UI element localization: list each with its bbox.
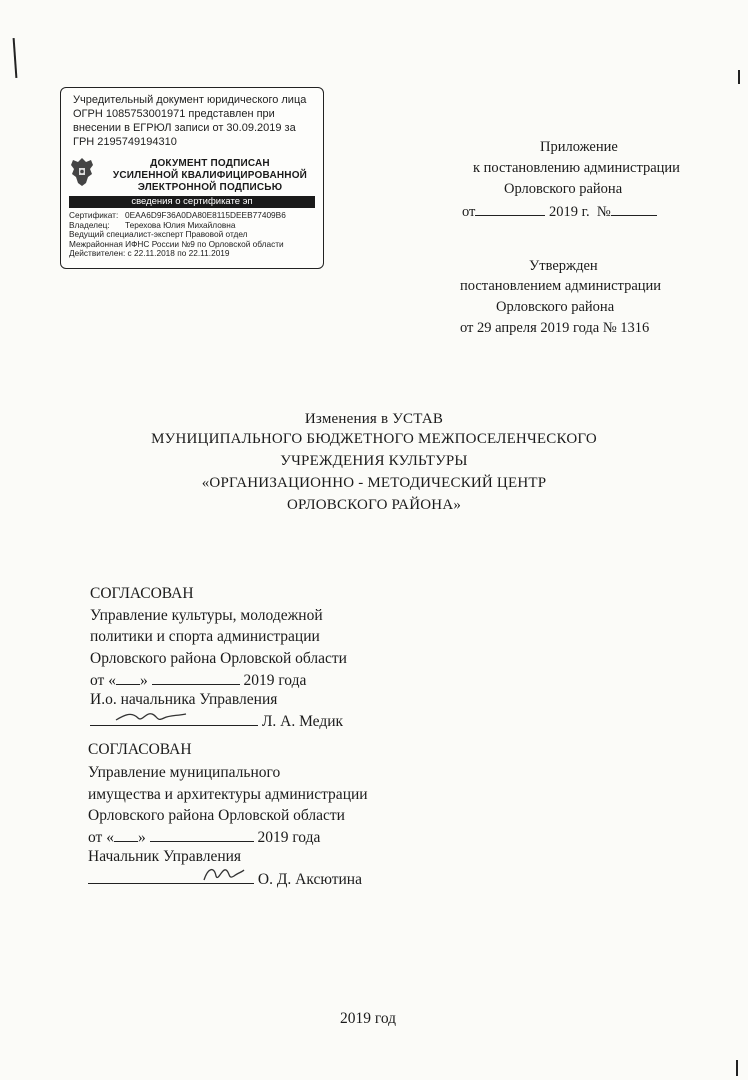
approved-line2: постановлением администрации <box>460 278 662 294</box>
appendix-year: 2019 г. <box>549 204 590 220</box>
agreed2-month-blank <box>150 827 254 842</box>
appendix-from: от <box>462 204 476 220</box>
agreed1-role: И.о. начальника Управления <box>90 691 278 708</box>
agreed2-line2: имущества и архитектуры администрации <box>88 786 368 803</box>
footer-year: 2019 год <box>340 1010 397 1027</box>
cert-validity: Действителен: с 22.11.2018 по 22.11.2019 <box>69 248 230 259</box>
agreed1-date-line <box>90 670 306 690</box>
agreed1-line1: Управление культуры, молодежной <box>90 607 323 624</box>
agreed1-date-prefix: от « <box>90 672 116 689</box>
stamp-legal-line: ОГРН 1085753001971 представлен при <box>73 108 275 120</box>
e-signature-stamp <box>60 87 324 269</box>
agreed2-year: 2019 года <box>257 829 321 846</box>
owner-value: Терехова Юлия Михайловна <box>125 219 236 230</box>
agreed1-line3: Орловского района Орловской области <box>90 650 347 667</box>
approved-line3: Орловского района <box>496 299 615 315</box>
stamp-legal-line: ГРН 2195749194310 <box>73 136 177 148</box>
document-title-line1: Изменения в УСТАВ <box>304 411 444 427</box>
cert-label: Сертификат: <box>69 210 119 220</box>
appendix-line3: Орловского района <box>504 181 623 197</box>
stamp-certificate-details <box>69 211 286 259</box>
appendix-number-blank <box>611 201 657 216</box>
agreed2-role: Начальник Управления <box>88 848 242 865</box>
stamp-legal-line: внесении в ЕГРЮЛ записи от 30.09.2019 за <box>73 122 296 134</box>
agreed1-line2: политики и спорта администрации <box>90 628 320 645</box>
agreed1-signer-name: Л. А. Медик <box>261 713 344 730</box>
agreed2-line3: Орловского района Орловской области <box>88 807 345 824</box>
appendix-number-sign: № <box>596 204 611 220</box>
agreed1-date-mid: » <box>139 672 148 689</box>
agreed2-date-prefix: от « <box>88 829 114 846</box>
agreed2-signer-name: О. Д. Аксютина <box>257 871 362 888</box>
approved-line1: Утвержден <box>529 258 598 274</box>
cert-value: 0EAA6D9F36A0DA80E8115DEEB77409B6 <box>125 210 286 220</box>
stamp-heading-line: ЭЛЕКТРОННОЙ ПОДПИСЬЮ <box>137 182 283 193</box>
agreed1-month-blank <box>152 670 240 685</box>
owner-org: Межрайонная ИФНС России №9 по Орловской области <box>69 238 284 249</box>
agreed2-line1: Управление муниципального <box>88 764 281 781</box>
scan-mark-left <box>13 38 18 78</box>
stamp-heading-line: УСИЛЕННОЙ КВАЛИФИЦИРОВАННОЙ <box>112 170 308 181</box>
stamp-certificate-bar: сведения о сертификате эп <box>69 196 315 208</box>
appendix-line1: Приложение <box>540 139 618 155</box>
owner-label: Владелец: <box>69 219 110 230</box>
stamp-heading <box>103 158 317 194</box>
handwritten-signature-2 <box>198 862 248 886</box>
agreed2-day-blank <box>114 827 138 842</box>
document-title-line5: ОРЛОВСКОГО РАЙОНА» <box>286 497 462 513</box>
agreed2-heading: СОГЛАСОВАН <box>88 741 192 758</box>
scan-mark-right-bottom <box>736 1060 738 1076</box>
stamp-legal-line: Учредительный документ юридического лица <box>73 94 307 106</box>
approved-line4: от 29 апреля 2019 года № 1316 <box>460 320 650 336</box>
appendix-date-line <box>462 201 657 221</box>
document-title-line4: «ОРГАНИЗАЦИОННО - МЕТОДИЧЕСКИЙ ЦЕНТР <box>201 475 547 491</box>
agreed2-date-mid: » <box>137 829 146 846</box>
handwritten-signature-1 <box>112 704 192 726</box>
document-title-line2: МУНИЦИПАЛЬНОГО БЮДЖЕТНОГО МЕЖПОСЕЛЕНЧЕСКОГО <box>151 431 597 447</box>
appendix-line2: к постановлению администрации <box>473 160 680 176</box>
document-title-line3: УЧРЕЖДЕНИЯ КУЛЬТУРЫ <box>280 453 468 469</box>
scan-mark-right <box>738 70 740 84</box>
agreed1-year: 2019 года <box>243 672 307 689</box>
owner-position: Ведущий специалист-эксперт Правовой отдел <box>69 229 248 240</box>
agreed1-day-blank <box>116 670 140 685</box>
appendix-date-blank <box>475 201 545 216</box>
stamp-heading-line: ДОКУМЕНТ ПОДПИСАН <box>150 158 270 169</box>
stamp-legal-info <box>73 93 306 149</box>
coat-of-arms-icon <box>67 155 97 189</box>
agreed2-date-line <box>88 827 320 847</box>
agreed1-heading: СОГЛАСОВАН <box>90 585 194 602</box>
